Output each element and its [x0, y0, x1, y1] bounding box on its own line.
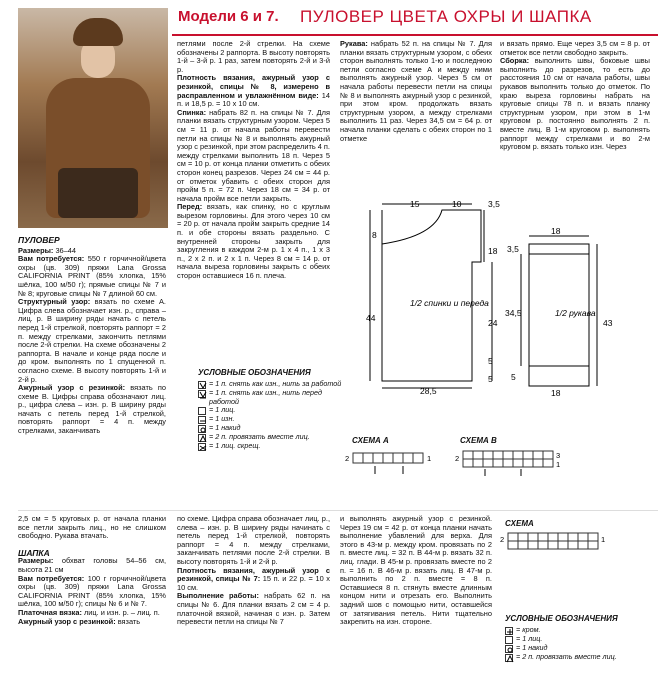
section-heading-hat: ШАПКА — [18, 547, 50, 558]
yarn-over-icon — [505, 645, 513, 653]
finish-text: 2,5 см = 5 круговых р. от начала планки все петли закрыть лиц., но не слишком свободно. Рукава втачать. — [18, 514, 166, 541]
assembly-text: выполнить швы, боковые швы выполнить до разрезов, то есть до расстояния 10 см от начала работы, швы рукавов выполнить только до отметок. По краю выреза горловины набрать на круговые спицы 78 п. и вязать планку структурным узором, при этом в 1-м круговом р. постоянно выполнять 2 п. вместе лиц. В 1-м круговом р. выполнять раппорт между стрелками и во 2-м круговом р. вязать только изн. Через — [500, 56, 650, 152]
twisted-knit-icon — [198, 443, 206, 451]
sleeve-text: набрать 52 п. на спицы № 7. Для планки вязать структурным узором, с обеих сторон выполнять только 1-ю и последнюю петли согласно схеме А и между ними выполнять ажурный узор. Через 5 см от начала работы перевести петли на спицы № 8 и выполнять ажурный узор с резинкой, при этом кром. продолжать вязать структурным узором, а между стрелками выполнить 11 раз. Через 34,5 см = 64 р. от начала планки сделать с обеих сторон по 1 отметке — [340, 39, 492, 143]
bottom-column-1: 2,5 см = 5 круговых р. от начала планки все петли закрыть лиц., но не слишком свободно. Рукава втачать. ШАПКА Размеры: обхват головы 54–56 см, высота 21 см Вам потребуется: 100 г горчичной/цвета охры (цв. 309) пряжи Lana Grossa CALIFORNIA PRINT (85% хлопка, 15% шёлка, 100 м/50 г); спицы № 6 и № 7. Платочная вязка: лиц. и изн. р. – лиц. п. Ажурный узор с резинкой: вязать — [18, 514, 166, 626]
back-text: набрать 82 п. на спицы № 7. Для планки вязать структурным узором. Через 5 см = 11 р. от начала работы перевести петли на спицы № 8 и выполнять ажурный узор с резинкой, при этом распределить 4 п. между стрелками выполнить 18 п. Через 5 см = 10 р. от конца планки отметить с обеих сторон конец разрезов. Через 24 см = 44 р. от отметок убавить с обеих сторон для пройм 5 п. = 72 п. Через 18 см = 34 р. от начала пройм все петли закрыть. — [177, 107, 330, 203]
svg-text:1: 1 — [601, 535, 606, 544]
legend-item: = 1 накид — [505, 644, 655, 653]
column-3 — [340, 40, 492, 143]
legend-item: = 1 лиц. — [198, 406, 343, 415]
scheme-a-label: СХЕМА А — [352, 436, 389, 445]
dim-top-2: 10 — [452, 199, 462, 209]
page-title: ПУЛОВЕР ЦВЕТА ОХРЫ И ШАПКА — [300, 7, 592, 26]
front-label: Перед: — [177, 202, 203, 212]
dim-right-top: 18 — [488, 246, 498, 256]
scheme-a-chart — [345, 448, 435, 478]
schematic-sleeve — [505, 226, 645, 396]
svg-text:1: 1 — [427, 454, 432, 463]
sleeve-dim-left-mid: 34,5 — [505, 308, 522, 318]
dim-top-1: 15 — [410, 199, 420, 209]
legend-2-title: УСЛОВНЫЕ ОБОЗНАЧЕНИЯ — [505, 614, 618, 623]
column-1 — [18, 236, 166, 436]
title-rule — [172, 34, 658, 36]
density-label: Плотность вязания, ажурный узор с резинкой, спицы № 8, измерено в расправленном и увлажнённом виде: — [177, 73, 330, 100]
bottom-column-3: и выполнять ажурный узор с резинкой. Через 19 см = 42 р. от конца планки начать выполнение убавлений для верха. Для этого в 43-м р. между кром. провязать по 2 п. вместе лиц. = 32 п. В 44-м р. вязать 32 п. лиц. глади. В 45-м р. провязать вместе по 2 п. = 16 п. В 46-м р. вязать лиц. В 47-м р. выполнить по 2 п. вместе = 8 п. Оставшиеся 8 п. стянуть вместе длинным концом нити и отрезать его. Выполнить задний шов с помощью нити, оставшейся от затягивания петель. Нити тщательно закрепить на изн. стороне. — [340, 514, 492, 627]
sleeve-dim-right: 43 — [603, 318, 613, 328]
section-heading-pullover: ПУЛОВЕР — [18, 235, 60, 245]
legend-1-title: УСЛОВНЫЕ ОБОЗНАЧЕНИЯ — [198, 368, 311, 377]
legend-item: = 1 лиц. скрещ. — [198, 442, 343, 451]
scheme-hat-label: СХЕМА — [505, 519, 534, 528]
legend-item: = 1 накид — [198, 424, 343, 433]
sleeve-dim-top: 18 — [551, 226, 561, 236]
legend-item: = 1 лиц. — [505, 635, 655, 644]
front-text: вязать, как спинку, но с круглым вырезом горловины. Для этого через 10 см = 20 р. от начала пройм закрыть средние 14 п. и обе стороны вязать раздельно. С внутренней стороны закрыть для закругления в каждом 2-м р. 1 х 4 п., 1 х 3 п., 2 х 2 п. и 2 х 1 п. Через 8 см = 14 р. от начала выреза горловины закрыть с обеих сторон оставшиеся 16 п. плеча. — [177, 202, 330, 281]
col4-intro: и вязать прямо. Еще через 3,5 см = 8 р. от отметок все петли свободно закрыть. — [500, 39, 650, 57]
density-text: 14 п. и 18,5 р. = 10 х 10 см. — [177, 90, 330, 109]
col2-intro: петлями после 2-й стрелки. На схеме обозначены 2 раппорта. В высоту повторять 1-й – 3-й р. 1 раз, затем повторять 2-й и 3-й р. — [177, 39, 330, 74]
sleeve-label: Рукава: — [340, 39, 368, 48]
needs-text: 550 г горчичной/цвета охры (цв. 309) пряжи Lana Grossa CALIFORNIA PRINT (85% хлопка, 15% шёлка, 100 м/50 г); прямые спицы № 7 и № 8; круговые спицы № 7 длиной 60 см. — [18, 254, 166, 298]
legend-item: = 1 п. снять как изн., нить за работой — [198, 380, 343, 389]
dim-bottom: 28,5 — [420, 386, 437, 396]
purl-icon — [198, 416, 206, 424]
dim-bottom-right-1: 5 — [488, 356, 493, 366]
k2tog-icon — [198, 434, 206, 442]
svg-text:2: 2 — [345, 454, 350, 463]
dim-left-mid: 44 — [366, 313, 376, 323]
section-divider — [18, 510, 658, 511]
knit-icon — [505, 636, 513, 644]
yarn-over-icon — [198, 425, 206, 433]
legend-item: = 2 п. провязать вместе лиц. — [505, 653, 655, 662]
model-photo — [18, 8, 168, 228]
legend-item: = 2 п. провязать вместе лиц. — [198, 433, 343, 442]
sizes-label: Размеры: — [18, 245, 54, 255]
lace-text: вязать по схеме В. Цифры справа обозначают лиц. р., цифра слева – изн. р. В ширину ряды начать с петель перед 1-й стрелкой, повторять раппорт = 4 п. между стрелками, заканчивать — [18, 383, 166, 436]
lace-label: Ажурный узор с резинкой: — [18, 383, 126, 393]
assembly-label: Сборка: — [500, 56, 530, 66]
legend-item: = 1 п. снять как изн., нить перед работой — [198, 389, 343, 406]
schematic-body — [340, 196, 520, 396]
legend-item: = кром. — [505, 626, 655, 635]
edge-stitch-icon — [505, 627, 513, 635]
legend-item: = 1 изн. — [198, 415, 343, 424]
piece-label-sleeve: 1/2 рукава — [555, 308, 596, 318]
dim-top-3: 3,5 — [488, 199, 500, 209]
dim-left-top: 8 — [372, 230, 377, 240]
scheme-b-label: СХЕМА В — [460, 436, 497, 445]
dim-right-mid: 24 — [488, 318, 498, 328]
svg-text:2: 2 — [500, 535, 505, 544]
back-label: Спинка: — [177, 107, 207, 117]
svg-text:3: 3 — [556, 451, 561, 460]
knit-icon — [198, 407, 206, 415]
struct-label: Структурный узор: — [18, 297, 91, 307]
sleeve-dim-bottom: 18 — [551, 388, 561, 396]
sizes-text: 36–44 — [53, 245, 76, 255]
piece-label-body: 1/2 спинки и переда — [410, 298, 489, 308]
slip-front-icon — [198, 390, 206, 398]
slip-back-icon — [198, 381, 206, 389]
scheme-b-chart — [455, 448, 565, 478]
sleeve-dim-bottom-left: 5 — [511, 372, 516, 382]
k2tog-icon — [505, 654, 513, 662]
struct-text: вязать по схеме А. Цифра слева обозначает изн. р., справа – лиц. р. В ширину ряды начать с петель перед 1-й стрелкой, повторять раппорт = 2 п. между стрелками, закончить петлями после 2-й стрелки. На схеме обозначены 2 раппорта. В начале и конце ряда после и до кром. выполнять по 1 спущенной п. согласно схеме. В высоту повторять 1-й и 2-й р. — [18, 297, 166, 384]
model-number: Модели 6 и 7. — [178, 8, 279, 25]
sleeve-dim-left-top: 3,5 — [507, 244, 519, 254]
column-4 — [500, 40, 650, 152]
svg-text:1: 1 — [556, 460, 561, 469]
scheme-hat-chart — [500, 531, 610, 557]
dim-bottom-right-2: 5 — [488, 374, 493, 384]
svg-text:2: 2 — [455, 454, 460, 463]
legend-2 — [505, 614, 655, 662]
needs-label: Вам потребуется: — [18, 254, 85, 264]
bottom-column-2: по схеме. Цифра справа обозначает лиц. р., слева – изн. р. В ширину ряды начинать с петель перед 1-й стрелкой, повторять раппорт = 4 п. между стрелками, заканчивать петлями после 2-й стрелки. В высоту повторять 1-й и 2-й р. Плотность вязания, ажурный узор с резинкой, спицы № 7: 15 п. и 22 р. = 10 х 10 см. Выполнение работы: набрать 62 п. на спицы № 6. Для планки вязать 2 см = 4 р. платочной вязкой, начиная с изн. р. Затем перевести петли на спицы № 7 — [177, 514, 331, 627]
column-2 — [177, 40, 330, 281]
legend-1 — [198, 368, 343, 451]
